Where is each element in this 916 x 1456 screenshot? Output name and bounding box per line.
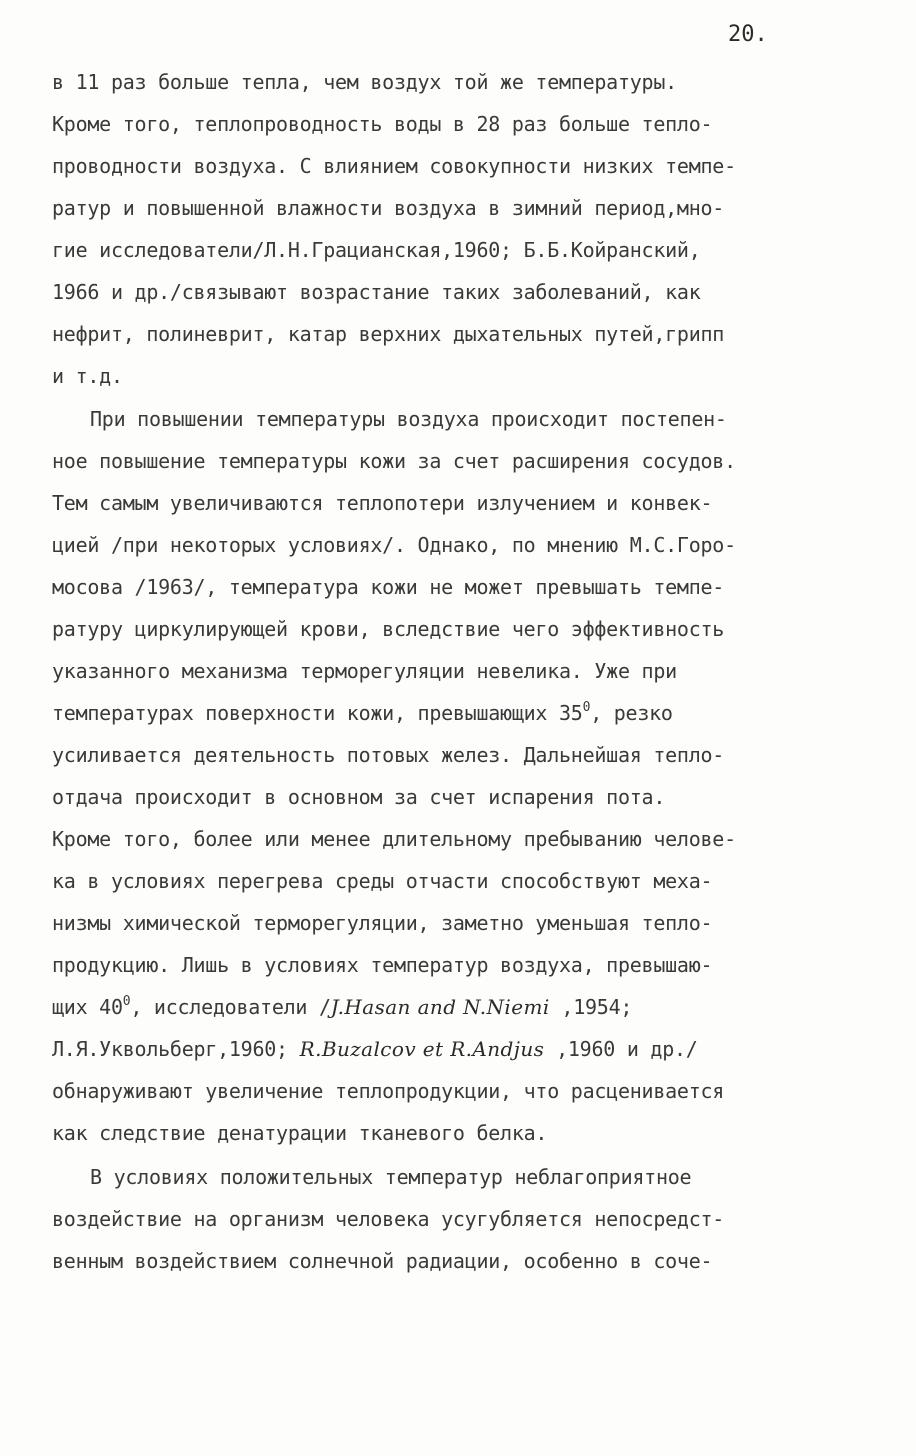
text-line: нефрит, полиневрит, катар верхних дыхательных путей,грипп: [52, 322, 725, 346]
degree-superscript: 0: [582, 700, 591, 715]
text-line: мосова /1963/, температура кожи не может превышать темпе-: [52, 575, 725, 599]
text-line: 1966 и др./связывают возрастание таких заболеваний, как: [52, 280, 701, 304]
degree-superscript: 0: [122, 994, 131, 1009]
text-line: в 11 раз больше тепла, чем воздух той же температуры.: [52, 70, 677, 94]
text-line: температурах поверхности кожи, превышающих $35^0$, резко: [52, 700, 673, 725]
text-line: ратур и повышенной влажности воздуха в зимний период,мно-: [52, 196, 725, 220]
handwritten-citation: R.Buzalcov et R.Andjus: [299, 1037, 545, 1061]
text-line: ное повышение температуры кожи за счет расширения сосудов.: [52, 449, 736, 473]
text-line: цией /при некоторых условиях/. Однако, по мнению М.С.Горо-: [52, 533, 736, 557]
text-line: ка в условиях перегрева среды отчасти способствуют меха-: [52, 869, 713, 893]
text-line: гие исследователи/Л.Н.Грацианская,1960; Б.Б.Койранский,: [52, 238, 701, 262]
text-line: ратуру циркулирующей крови, вследствие чего эффективность: [52, 617, 725, 641]
text-line: и т.д.: [52, 364, 123, 388]
text-line: В условиях положительных температур неблагоприятное: [90, 1165, 692, 1189]
text-line: указанного механизма терморегуляции невелика. Уже при: [52, 659, 677, 683]
text-line: Кроме того, более или менее длительному пребыванию челове-: [52, 827, 736, 851]
text-line: низмы химической терморегуляции, заметно уменьшая тепло-: [52, 911, 713, 935]
text-line: щих $40^0$, исследователи /J.Hasan and N.Niemi ,1954;: [52, 994, 633, 1019]
text-line: продукцию. Лишь в условиях температур воздуха, превышаю-: [52, 953, 713, 977]
handwritten-citation: J.Hasan and N.Niemi: [330, 995, 550, 1019]
text-line: При повышении температуры воздуха происходит постепен-: [90, 407, 727, 431]
text-line: воздействие на организм человека усугубляется непосредст-: [52, 1207, 725, 1231]
text-line: венным воздействием солнечной радиации, особенно в соче-: [52, 1249, 713, 1273]
text-line: Л.Я.Уквольберг,1960; R.Buzalcov et R.Andjus ,1960 и др./: [52, 1037, 698, 1061]
text-line: Кроме того, теплопроводность воды в 28 раз больше тепло-: [52, 112, 713, 136]
text-line: усиливается деятельность потовых желез. Дальнейшая тепло-: [52, 743, 725, 767]
text-line: проводности воздуха. С влиянием совокупности низких темпе-: [52, 154, 736, 178]
text-line: отдача происходит в основном за счет испарения пота.: [52, 785, 666, 809]
text-line: обнаруживают увеличение теплопродукции, что расценивается: [52, 1079, 725, 1103]
text-line: как следствие денатурации тканевого белка.: [52, 1121, 548, 1145]
page-number: 20.: [728, 22, 768, 47]
text-line: Тем самым увеличиваются теплопотери излучением и конвек-: [52, 491, 713, 515]
